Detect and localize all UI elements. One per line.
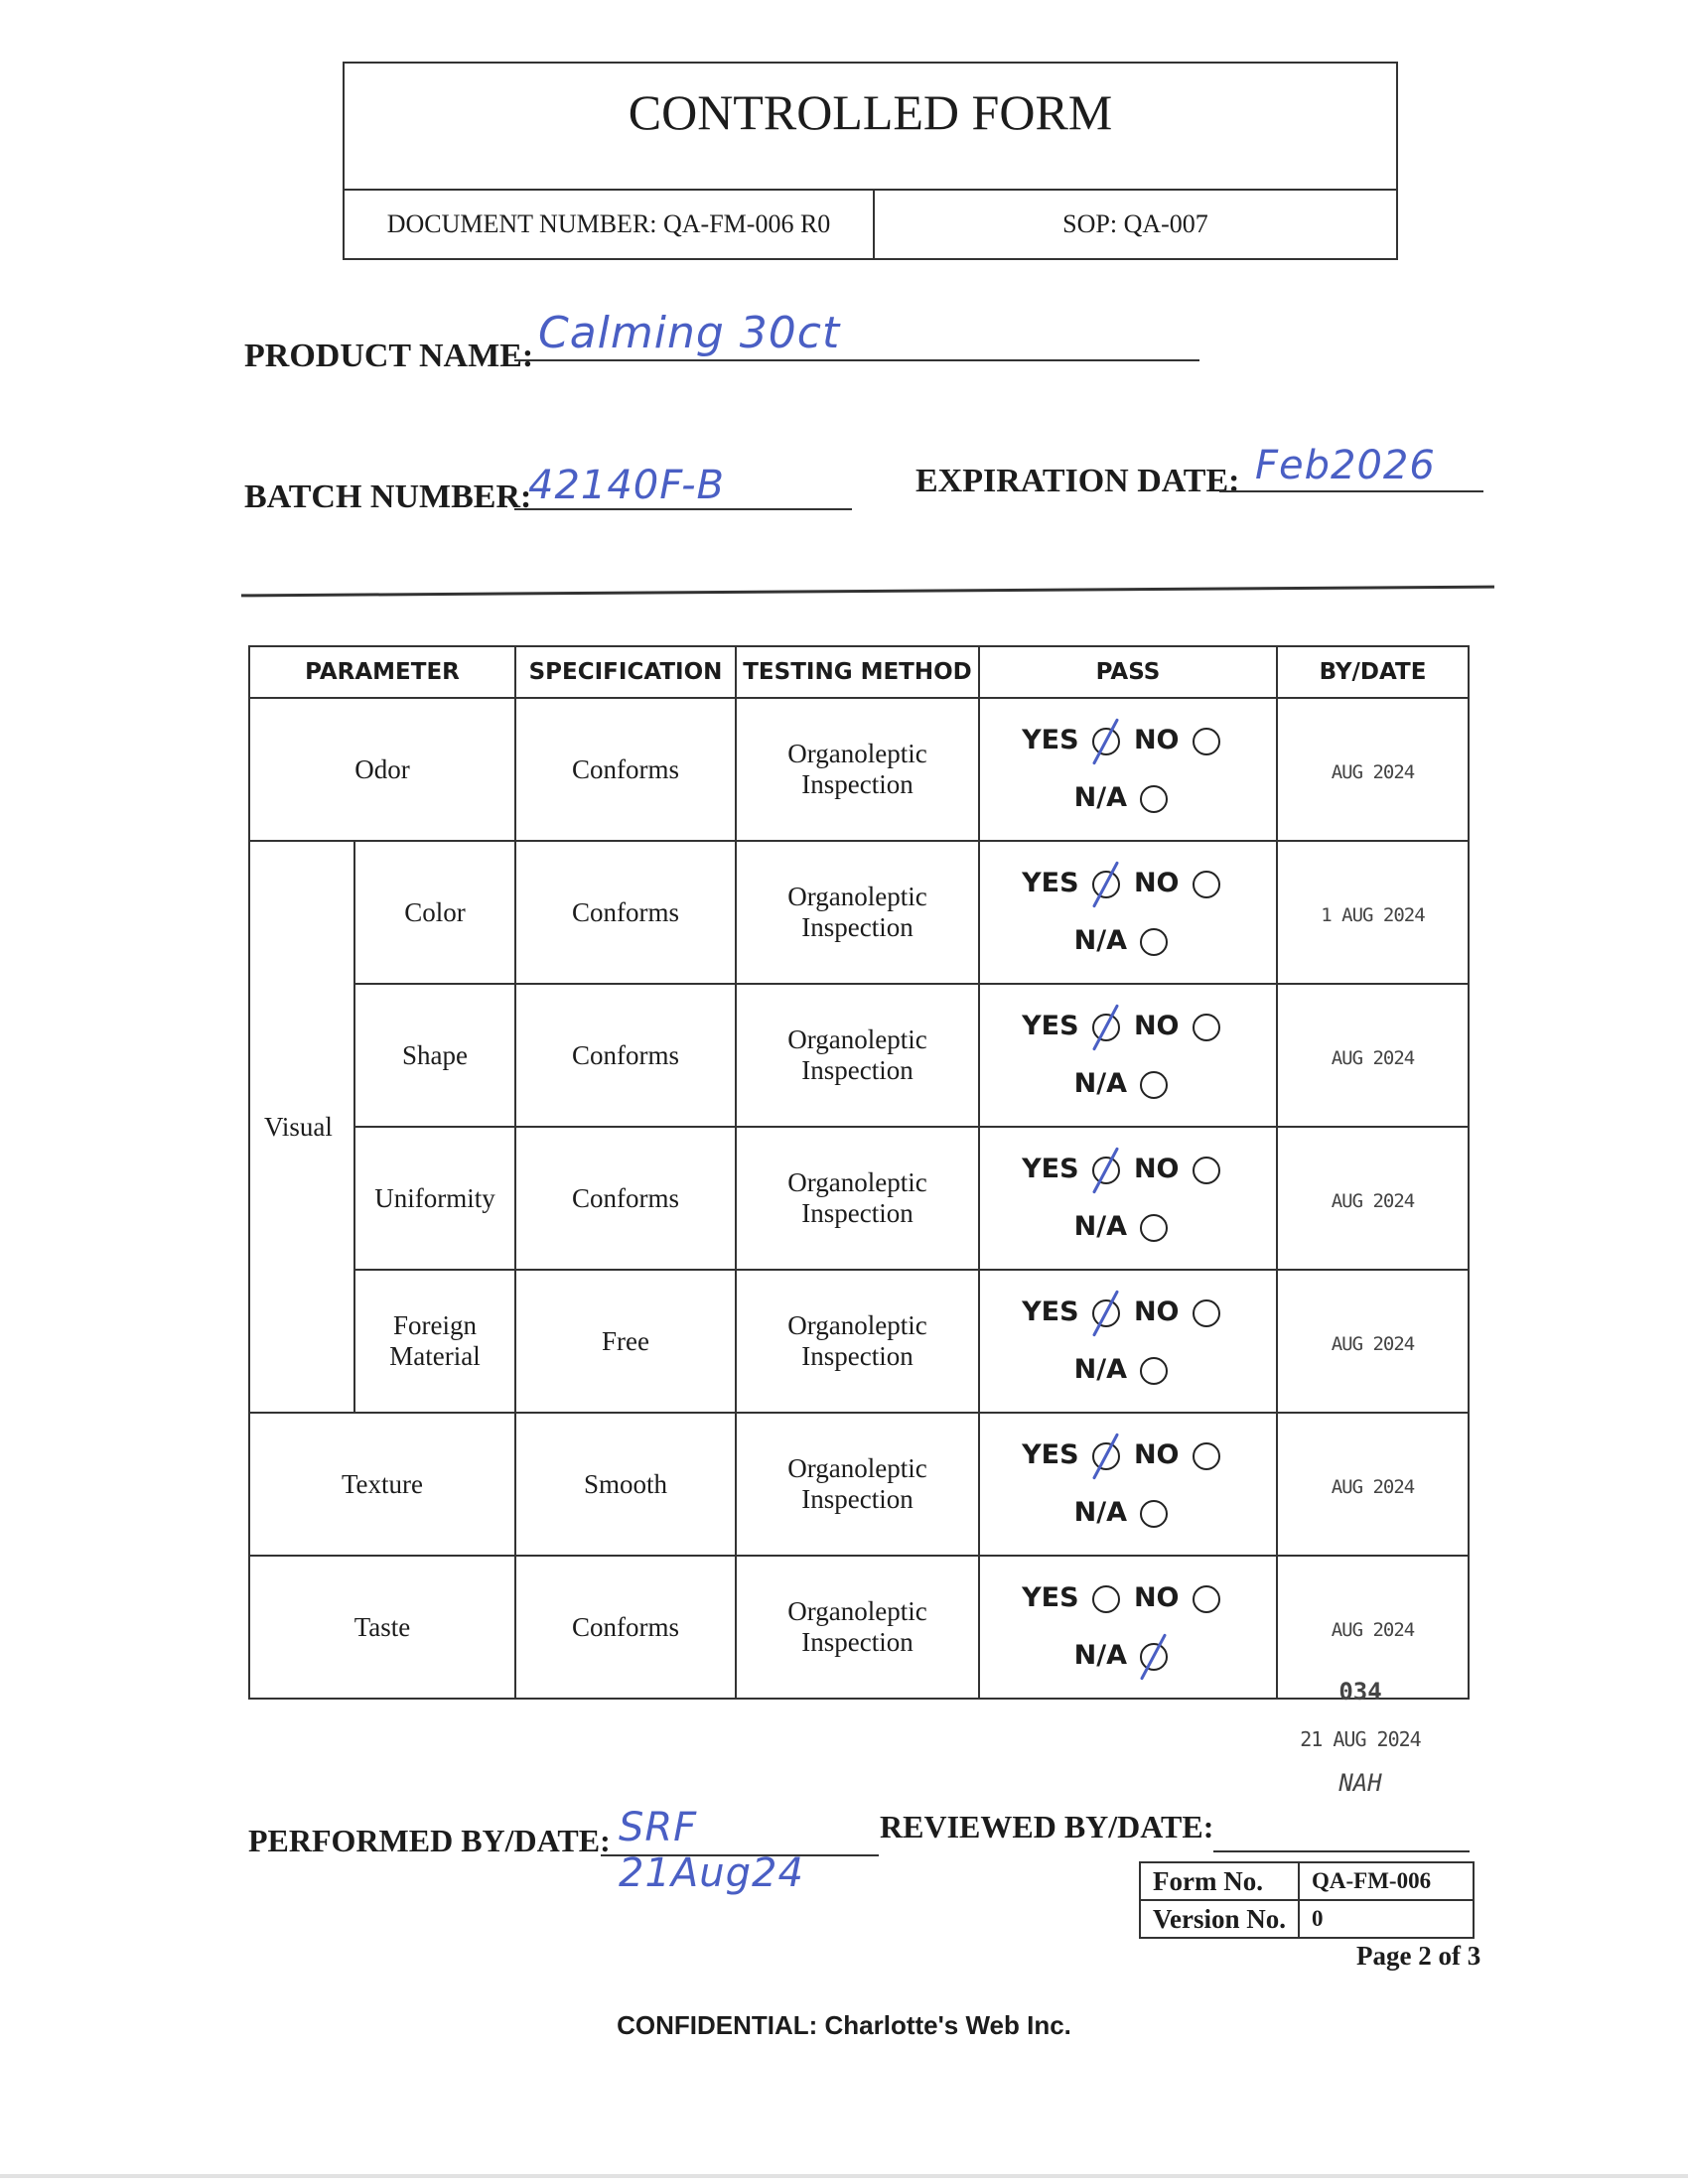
no-radio[interactable]	[1193, 1014, 1220, 1041]
controlled-form-header	[343, 62, 1398, 260]
no-label: NO	[1133, 1582, 1180, 1613]
yes-label: YES	[1022, 725, 1079, 755]
inspection-table	[248, 645, 1470, 1700]
product-name-field[interactable]	[514, 308, 1199, 361]
expiration-date-label: EXPIRATION DATE:	[915, 463, 1240, 499]
na-radio[interactable]	[1140, 1071, 1168, 1099]
pass-cell	[979, 984, 1277, 1127]
yes-radio[interactable]	[1092, 1014, 1120, 1041]
batch-number-field[interactable]	[514, 465, 852, 510]
no-label: NO	[1133, 1154, 1180, 1184]
na-radio[interactable]	[1140, 785, 1168, 813]
yes-radio[interactable]	[1092, 1299, 1120, 1327]
na-label: N/A	[1073, 1640, 1127, 1671]
pass-cell	[979, 1127, 1277, 1270]
na-label: N/A	[1073, 782, 1127, 813]
no-radio[interactable]	[1193, 1442, 1220, 1470]
sub-parameter-cell: Shape	[354, 984, 515, 1127]
yes-label: YES	[1022, 1582, 1079, 1613]
page-edge	[0, 2174, 1688, 2178]
method-cell: Organoleptic Inspection	[736, 841, 979, 984]
table-header-row	[249, 646, 1469, 698]
by-date-cell	[1277, 1270, 1469, 1413]
date-stamp: AUG 2024	[1331, 1475, 1415, 1498]
specification-cell: Conforms	[515, 1127, 736, 1270]
na-radio[interactable]	[1140, 928, 1168, 956]
date-stamp: AUG 2024	[1331, 1189, 1415, 1212]
na-label: N/A	[1073, 1211, 1127, 1242]
sop-number: SOP: QA-007	[1062, 209, 1208, 238]
header-specification: SPECIFICATION	[515, 646, 736, 698]
pass-cell	[979, 841, 1277, 984]
na-radio[interactable]	[1140, 1214, 1168, 1242]
form-no-row	[1140, 1862, 1474, 1900]
by-date-cell	[1277, 984, 1469, 1127]
reviewed-by-label: REVIEWED BY/DATE:	[880, 1809, 1214, 1844]
specification-cell: Smooth	[515, 1413, 736, 1556]
method-cell: Organoleptic Inspection	[736, 984, 979, 1127]
na-label: N/A	[1073, 1497, 1127, 1528]
no-radio[interactable]	[1193, 1157, 1220, 1184]
method-cell: Organoleptic Inspection	[736, 698, 979, 841]
method-cell: Organoleptic Inspection	[736, 1127, 979, 1270]
expiration-date-value: Feb2026	[1255, 443, 1436, 488]
method-cell: Organoleptic Inspection	[736, 1270, 979, 1413]
yes-radio[interactable]	[1092, 1585, 1120, 1613]
yes-radio[interactable]	[1092, 1157, 1120, 1184]
batch-number-label: BATCH NUMBER:	[244, 478, 532, 515]
sub-parameter-cell: Uniformity	[354, 1127, 515, 1270]
pass-cell	[979, 1270, 1277, 1413]
header-info-row	[345, 189, 1396, 258]
performed-by-label: PERFORMED BY/DATE:	[248, 1823, 611, 1858]
stamp-initials: NAH	[1338, 1769, 1382, 1797]
specification-cell: Conforms	[515, 984, 736, 1127]
pass-cell	[979, 1413, 1277, 1556]
by-date-cell	[1277, 698, 1469, 841]
date-stamp: AUG 2024	[1331, 760, 1415, 783]
no-label: NO	[1133, 1297, 1180, 1327]
yes-label: YES	[1022, 1297, 1079, 1327]
table-row	[249, 1413, 1469, 1556]
product-name-value: Calming 30ct	[538, 308, 841, 358]
yes-label: YES	[1022, 1439, 1079, 1470]
na-radio[interactable]	[1140, 1643, 1168, 1671]
table-row	[249, 698, 1469, 841]
expiration-date-field[interactable]	[1219, 443, 1483, 492]
na-label: N/A	[1073, 1068, 1127, 1099]
product-name-label: PRODUCT NAME:	[244, 338, 534, 374]
no-radio[interactable]	[1193, 1299, 1220, 1327]
specification-cell: Conforms	[515, 841, 736, 984]
batch-number-value: 42140F-B	[528, 463, 725, 508]
table-row	[249, 1556, 1469, 1699]
no-radio[interactable]	[1193, 871, 1220, 898]
parameter-group-cell: Visual	[249, 841, 354, 1413]
no-radio[interactable]	[1193, 1585, 1220, 1613]
parameter-cell: Texture	[249, 1413, 515, 1556]
method-cell: Organoleptic Inspection	[736, 1556, 979, 1699]
specification-cell: Free	[515, 1270, 736, 1413]
reviewer-stamp	[1291, 1678, 1430, 1797]
header-pass: PASS	[979, 646, 1277, 698]
pass-cell	[979, 698, 1277, 841]
no-label: NO	[1133, 1439, 1180, 1470]
page-number: Page 2 of 3	[1356, 1941, 1481, 1971]
confidential-notice: CONFIDENTIAL: Charlotte's Web Inc.	[617, 2010, 1071, 2040]
sub-parameter-cell: Foreign Material	[354, 1270, 515, 1413]
na-radio[interactable]	[1140, 1500, 1168, 1528]
form-title: CONTROLLED FORM	[628, 84, 1113, 140]
reviewed-by-field[interactable]	[1213, 1807, 1470, 1852]
by-date-cell	[1277, 1127, 1469, 1270]
stamp-id: 034	[1338, 1678, 1382, 1706]
no-label: NO	[1133, 725, 1180, 755]
performed-by-value: SRF 21Aug24	[619, 1805, 804, 1896]
date-stamp: 1 AUG 2024	[1321, 903, 1425, 926]
yes-radio[interactable]	[1092, 1442, 1120, 1470]
na-label: N/A	[1073, 1354, 1127, 1385]
yes-radio[interactable]	[1092, 728, 1120, 755]
date-stamp: AUG 2024	[1331, 1618, 1415, 1641]
version-row	[1140, 1900, 1474, 1938]
no-radio[interactable]	[1193, 728, 1220, 755]
sub-parameter-cell: Color	[354, 841, 515, 984]
section-divider	[241, 586, 1494, 598]
table-row	[249, 1127, 1469, 1270]
na-radio[interactable]	[1140, 1357, 1168, 1385]
no-label: NO	[1133, 868, 1180, 898]
parameter-cell: Taste	[249, 1556, 515, 1699]
table-row	[249, 841, 1469, 984]
by-date-cell	[1277, 1413, 1469, 1556]
stamp-date: 21 AUG 2024	[1300, 1727, 1421, 1751]
form-no-value: QA-FM-006	[1299, 1862, 1474, 1900]
form-no-label: Form No.	[1140, 1862, 1299, 1900]
document-number: DOCUMENT NUMBER: QA-FM-006 R0	[345, 191, 875, 258]
date-stamp: AUG 2024	[1331, 1332, 1415, 1355]
method-cell: Organoleptic Inspection	[736, 1413, 979, 1556]
yes-radio[interactable]	[1092, 871, 1120, 898]
header-by-date: BY/DATE	[1277, 646, 1469, 698]
date-stamp: AUG 2024	[1331, 1046, 1415, 1069]
parameter-cell: Odor	[249, 698, 515, 841]
by-date-cell	[1277, 841, 1469, 984]
form-info-table	[1139, 1861, 1475, 1939]
pass-cell	[979, 1556, 1277, 1699]
header-testing-method: TESTING METHOD	[736, 646, 979, 698]
na-label: N/A	[1073, 925, 1127, 956]
specification-cell: Conforms	[515, 1556, 736, 1699]
yes-label: YES	[1022, 1011, 1079, 1041]
specification-cell: Conforms	[515, 698, 736, 841]
no-label: NO	[1133, 1011, 1180, 1041]
header-parameter: PARAMETER	[249, 646, 515, 698]
table-row	[249, 1270, 1469, 1413]
version-label: Version No.	[1140, 1900, 1299, 1938]
version-value: 0	[1299, 1900, 1474, 1938]
yes-label: YES	[1022, 1154, 1079, 1184]
performed-by-field[interactable]	[601, 1805, 879, 1896]
yes-label: YES	[1022, 868, 1079, 898]
table-row	[249, 984, 1469, 1127]
